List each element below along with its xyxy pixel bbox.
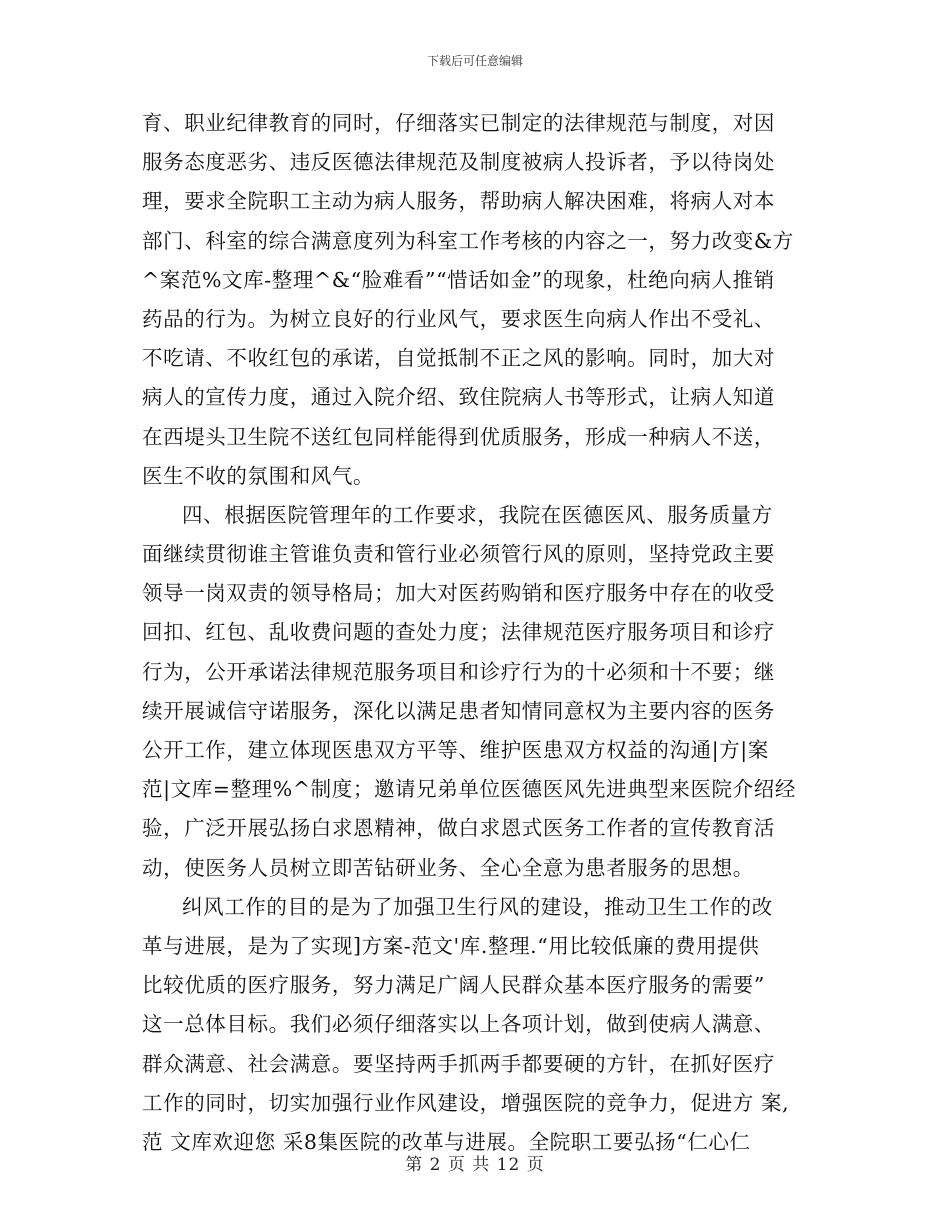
text-line: 不吃请、不收红包的承诺，自觉抵制不正之风的影响。同时，加大对 [142,346,775,371]
text-line: 比较优质的医疗服务，努力满足广阔人民群众基本医疗服务的需要” [142,973,765,998]
text-line: 范 文库欢迎您 采8集医院的改革与进展。全院职工要弘扬“仁心仁 [142,1129,751,1154]
text-line: 续开展诚信守诺服务，深化以满足患者知情同意权为主要内容的医务 [142,698,775,723]
text-line: 范|文库=整理%^制度；邀请兄弟单位医德医风先进典型来医院介绍经 [142,777,796,802]
text-line: 群众满意、社会满意。要坚持两手抓两手都要硬的方针，在抓好医疗 [142,1051,775,1076]
text-line: 回扣、红包、乱收费问题的查处力度；法律规范医疗服务项目和诊疗 [142,620,775,645]
page-header: 下载后可任意编辑 [426,54,523,68]
text-line: 验，广泛开展弘扬白求恩精神，做白求恩式医务工作者的宣传教育活 [142,816,775,841]
text-line: 动，使医务人员树立即苦钻研业务、全心全意为患者服务的思想。 [142,855,754,880]
page-number-footer: 第 2 页 共 12 页 [405,1155,545,1175]
text-line: 革与进展，是为了实现]方案-范文'库.整理.“用比较低廉的费用提供 [142,933,760,958]
text-line: 这一总体目标。我们必须仔细落实以上各项计划，做到使病人满意、 [142,1012,775,1037]
text-line: 行为，公开承诺法律规范服务项目和诊疗行为的十必须和十不要；继 [142,659,775,684]
text-line: ^案范%文库-整理^&“脸难看”“惜话如金”的现象，杜绝向病人推销 [142,267,775,292]
text-line: 病人的宣传力度，通过入院介绍、致住院病人书等形式，让病人知道 [142,385,775,410]
text-line: 理，要求全院职工主动为病人服务，帮助病人解决困难，将病人对本 [142,189,775,214]
document-body [142,104,822,1162]
text-line: 医生不收的氛围和风气。 [142,463,375,488]
text-line: 服务态度恶劣、违反医德法律规范及制度被病人投诉者，予以待岗处 [142,150,775,175]
text-line: 领导一岗双责的领导格局；加大对医药购销和医疗服务中存在的收受 [142,581,775,606]
text-line: 工作的同时，切实加强行业作风建设，增强医院的竞争力，促进方 案, [142,1090,790,1115]
text-line: 药品的行为。为树立良好的行业风气，要求医生向病人作出不受礼、 [142,306,775,331]
text-line: 在西堤头卫生院不送红包同样能得到优质服务，形成一种病人不送， [142,424,775,449]
text-line: 四、根据医院管理年的工作要求，我院在医德医风、服务质量方 [182,502,773,527]
text-line: 部门、科室的综合满意度列为科室工作考核的内容之一，努力改变&方 [142,228,794,253]
text-line: 纠风工作的目的是为了加强卫生行风的建设，推动卫生工作的改 [182,894,773,919]
text-line: 公开工作，建立体现医患双方平等、维护医患双方权益的沟通|方|案 [142,738,769,762]
text-line: 面继续贯彻谁主管谁负责和管行业必须管行风的原则，坚持党政主要 [142,542,775,567]
text-line: 育、职业纪律教育的同时，仔细落实已制定的法律规范与制度，对因 [142,111,775,135]
